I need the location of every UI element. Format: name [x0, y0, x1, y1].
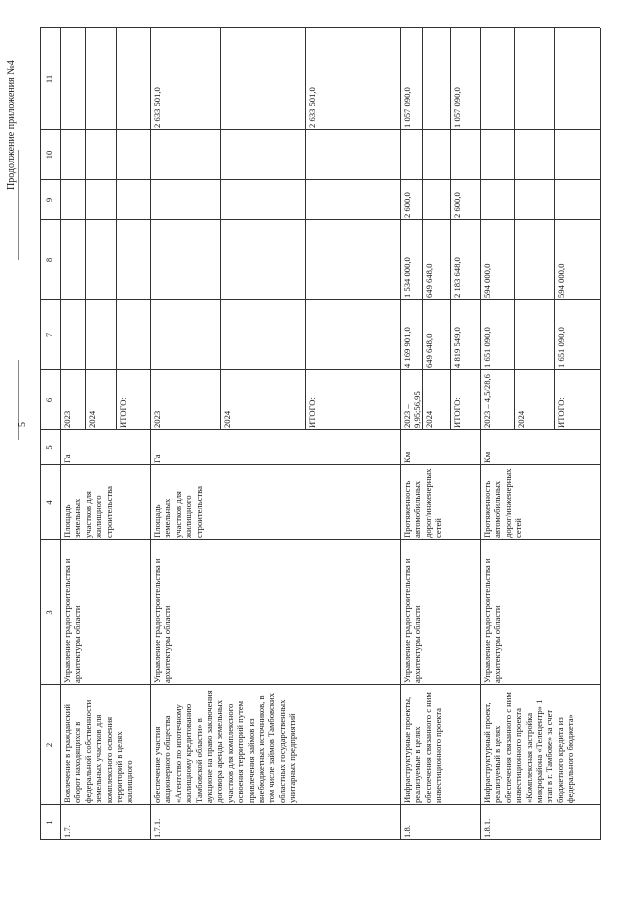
row-border — [600, 28, 601, 840]
amount-cell — [62, 30, 83, 128]
row-number: 1.7.1. — [152, 818, 162, 838]
subrow-border — [220, 28, 221, 430]
column-border — [40, 179, 600, 180]
amount-cell — [118, 302, 148, 368]
column-border — [40, 299, 600, 300]
column-number: 3 — [44, 610, 54, 615]
year-label: 2024 — [87, 410, 98, 428]
year-label: ИТОГО: — [307, 397, 317, 428]
amount-cell: 2 633 501,0 — [152, 87, 162, 128]
amount-cell: 2 600,0 — [402, 192, 412, 218]
amount-cell — [307, 132, 398, 178]
column-border — [40, 464, 600, 465]
unit: Км — [482, 451, 492, 463]
amount-cell — [222, 30, 303, 128]
executor: Управление градостроительства и архитектуры области — [482, 558, 503, 683]
year-label: 2024 — [515, 410, 526, 428]
amount-cell: 4 169 901,0 — [402, 327, 412, 368]
scan-artifact-left — [18, 150, 19, 260]
unit: Га — [152, 454, 162, 463]
amount-cell — [118, 132, 148, 178]
amount-cell — [516, 132, 553, 178]
amount-cell — [516, 182, 553, 218]
year-label: ИТОГО: — [451, 397, 462, 428]
amount-cell — [62, 132, 83, 178]
amount-cell — [452, 132, 478, 178]
amount-cell — [402, 132, 420, 178]
amount-cell: 1 651 090,0 — [556, 327, 567, 368]
column-number: 1 — [44, 820, 54, 825]
year-label: ИТОГО: — [117, 397, 128, 428]
column-number: 2 — [44, 742, 54, 748]
indicator: Протяженность автомобильных дорог/инженерных сетей — [482, 468, 524, 538]
column-border — [40, 429, 600, 430]
amount-cell — [556, 182, 598, 218]
header-bottom-border — [60, 28, 61, 840]
indicator: Протяженность автомобильных дорог/инженерных сетей — [402, 468, 444, 538]
amount-cell — [482, 182, 512, 218]
continuation-note: Продолжение приложения №4 — [6, 60, 17, 190]
amount-cell: 594 000,0 — [482, 263, 492, 298]
year-label: 2023 — [152, 410, 162, 428]
amount-cell — [424, 30, 447, 128]
year-label: 2024 — [424, 410, 435, 428]
amount-cell — [152, 182, 218, 218]
row-number: 1.7. — [62, 825, 72, 838]
year-label: 2023 — [62, 410, 72, 428]
table-top-border — [40, 28, 41, 840]
amount-cell — [87, 222, 114, 298]
scan-artifact-left-2 — [18, 360, 19, 440]
amount-cell — [62, 302, 83, 368]
amount-cell — [482, 132, 512, 178]
amount-cell: 2 600,0 — [451, 192, 462, 218]
column-number: 5 — [44, 445, 54, 450]
amount-cell — [516, 222, 553, 298]
column-number: 11 — [44, 74, 54, 84]
amount-cell: 1 057 090,0 — [402, 87, 412, 128]
amount-cell — [516, 302, 553, 368]
row-number: 1.8. — [402, 825, 412, 838]
subrow-border — [514, 28, 515, 430]
amount-cell: 649 648,0 — [424, 333, 435, 368]
amount-cell: 1 057 090,0 — [451, 87, 462, 128]
row-border — [480, 28, 481, 840]
column-border — [40, 27, 600, 28]
rotated-table-sheet — [6, 28, 634, 840]
amount-cell — [152, 222, 218, 298]
amount-cell — [87, 132, 114, 178]
amount-cell — [152, 302, 218, 368]
column-number: 7 — [44, 332, 54, 338]
amount-cell — [307, 302, 398, 368]
subrow-border — [116, 28, 117, 430]
amount-cell: 2 633 501,0 — [307, 87, 317, 128]
amount-cell — [118, 222, 148, 298]
amount-cell: 594 000,0 — [556, 263, 567, 298]
subrow-border — [422, 28, 423, 430]
subrow-border — [85, 28, 86, 430]
amount-cell — [424, 182, 447, 218]
amount-cell — [556, 132, 598, 178]
year-label: 2023 – 4,5/28,6 — [482, 374, 492, 428]
amount-cell — [222, 302, 303, 368]
amount-cell — [152, 132, 218, 178]
amount-cell — [516, 30, 553, 128]
column-border — [40, 684, 600, 685]
unit: Га — [62, 454, 72, 463]
column-border — [40, 369, 600, 370]
page-number: 5 — [17, 422, 28, 427]
year-label: ИТОГО: — [556, 397, 567, 428]
amount-cell — [556, 30, 598, 128]
activity-name: Вовлечение в гражданский оборот находящихся в федеральной собственности земельных участков для комплексного освоения территорий в целях жилищного — [62, 699, 135, 803]
column-border — [40, 804, 600, 805]
amount-cell — [87, 302, 114, 368]
row-border — [150, 28, 151, 840]
column-number: 9 — [44, 197, 54, 203]
amount-cell: 2 183 648,0 — [451, 257, 462, 298]
amount-cell — [62, 222, 83, 298]
year-label: 2023 – 9,95;56,95 — [402, 391, 423, 428]
row-number: 1.8.1. — [482, 818, 492, 838]
subrow-border — [450, 28, 451, 430]
column-number: 6 — [44, 397, 54, 403]
amount-cell — [118, 182, 148, 218]
amount-cell — [87, 182, 114, 218]
column-border — [40, 219, 600, 220]
amount-cell: 649 648,0 — [424, 263, 435, 298]
column-border — [40, 839, 600, 840]
executor: Управление градостроительства и архитектуры области — [62, 558, 83, 683]
amount-cell — [87, 30, 114, 128]
year-label: 2024 — [222, 410, 232, 428]
amount-cell — [118, 30, 148, 128]
column-number: 4 — [44, 500, 54, 505]
amount-cell: 1 534 000,0 — [402, 257, 412, 298]
indicator: Площадь земельных участков для жилищного строительства — [152, 486, 204, 538]
subrow-border — [554, 28, 555, 430]
activity-name: Инфраструктурные проекты, реализуемые в целях обеспечения связанного с ним инвестиционного проекта — [402, 692, 444, 803]
amount-cell — [307, 222, 398, 298]
executor: Управление градостроительства и архитектуры области — [152, 558, 173, 683]
unit: Км — [402, 451, 412, 463]
amount-cell — [482, 30, 512, 128]
activity-name: Инфраструктурный проект, реализуемый в целях обеспечения связанного с ним инвестиционного проекта «Комплексная застройка микрорайона «Телецентр» 1 этап в г. Тамбове» за счет бюджетного кредита из федерального бюджета» — [482, 692, 576, 803]
amount-cell — [222, 222, 303, 298]
activity-name: обеспечение участия акционерного общества «Агентство по ипотечному жилищному кредитованию Тамбовской области» в аукционе на право заключения договора аренды земельных участков для комплексного освоения территорий путем привлечения займов из внебюджетных источников, в том числе займов Тамбовских областных государственных унитарных предприятий — [152, 690, 298, 803]
column-border — [40, 129, 600, 130]
amount-cell: 4 819 549,0 — [451, 327, 462, 368]
amount-cell — [222, 182, 303, 218]
executor: Управление градостроительства и архитектуры области — [402, 558, 423, 683]
amount-cell — [222, 132, 303, 178]
amount-cell — [307, 182, 398, 218]
amount-cell: 1 651 090,0 — [482, 327, 492, 368]
column-number: 8 — [44, 257, 54, 263]
amount-cell — [424, 132, 447, 178]
column-border — [40, 539, 600, 540]
subrow-border — [305, 28, 306, 430]
indicator: Площадь земельных участков для жилищного строительства — [62, 486, 114, 538]
amount-cell — [62, 182, 83, 218]
column-number: 10 — [44, 150, 54, 160]
row-border — [400, 28, 401, 840]
